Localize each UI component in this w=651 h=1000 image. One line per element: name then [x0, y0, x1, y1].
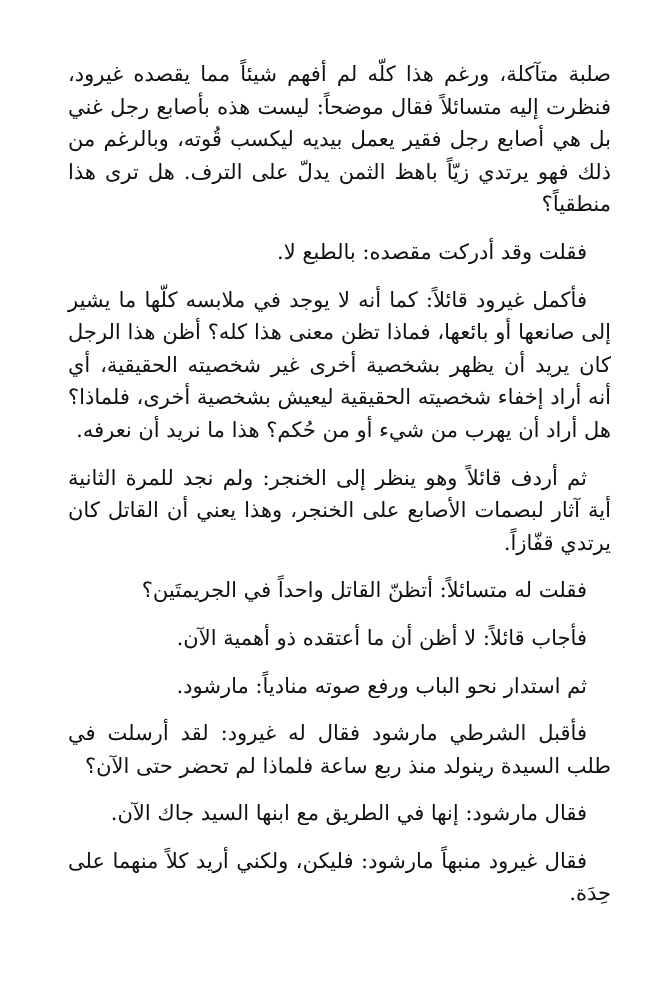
book-page: [68, 58, 611, 925]
paragraph-2: فقلت وقد أدركت مقصده: بالطبع لا.: [277, 239, 587, 264]
paragraph-4: ثم أردف قائلاً وهو ينظر إلى الخنجر: ولم نجد للمرة الثانية أية آثار لبصمات الأصابع على الخنجر، وهذا يعني أن القاتل كان يرتدي قفّازاً.: [68, 465, 611, 555]
paragraph-8: فأقبل الشرطي مارشود فقال له غيرود: لقد أرسلت في طلب السيدة رينولد منذ ربع ساعة فلماذا لم تحضر حتى الآن؟: [68, 721, 611, 778]
paragraph-9: فقال مارشود: إنها في الطريق مع ابنها السيد جاك الآن.: [110, 801, 587, 826]
paragraph-3: فأكمل غيرود قائلاً: كما أنه لا يوجد في ملابسه كلّها ما يشير إلى صانعها أو بائعها، فماذا تظن معنى هذا كله؟ أظن هذا الرجل كان يريد أن يظهر بشخصية أخرى غير شخصيته الحقيقية، أي أنه أراد إخفاء شخصيته الحقيقية ليعيش بشخصية أخرى، فلماذا؟ هل أراد أن يهرب من شيء أو من حُكم؟ هذا ما نريد أن نعرفه.: [68, 287, 611, 442]
paragraph-6: فأجاب قائلاً: لا أظن أن ما أعتقده ذو أهمية الآن.: [176, 625, 587, 650]
paragraph-10: فقال غيرود منبهاً مارشود: فليكن، ولكني أريد كلاً منهما على حِدَة.: [68, 848, 611, 906]
paragraph-1: صلبة متآكلة، ورغم هذا كلّه لم أفهم شيئاً مما يقصده غيرود، فنظرت إليه متسائلاً فقال موضحاً: ليست هذه بأصابع رجل غني بل هي أصابع رجل فقير يعمل بيديه ليكسب قُوته، وبالرغم من ذلك فهو يرتدي زيّاً باهظ الثمن يدلّ على الترف. هل ترى هذا منطقياً؟: [68, 62, 611, 217]
paragraph-7: ثم استدار نحو الباب ورفع صوته منادياً: مارشود.: [176, 673, 587, 698]
paragraph-5: فقلت له متسائلاً: أتظنّ القاتل واحداً في الجريمتَين؟: [141, 578, 587, 603]
